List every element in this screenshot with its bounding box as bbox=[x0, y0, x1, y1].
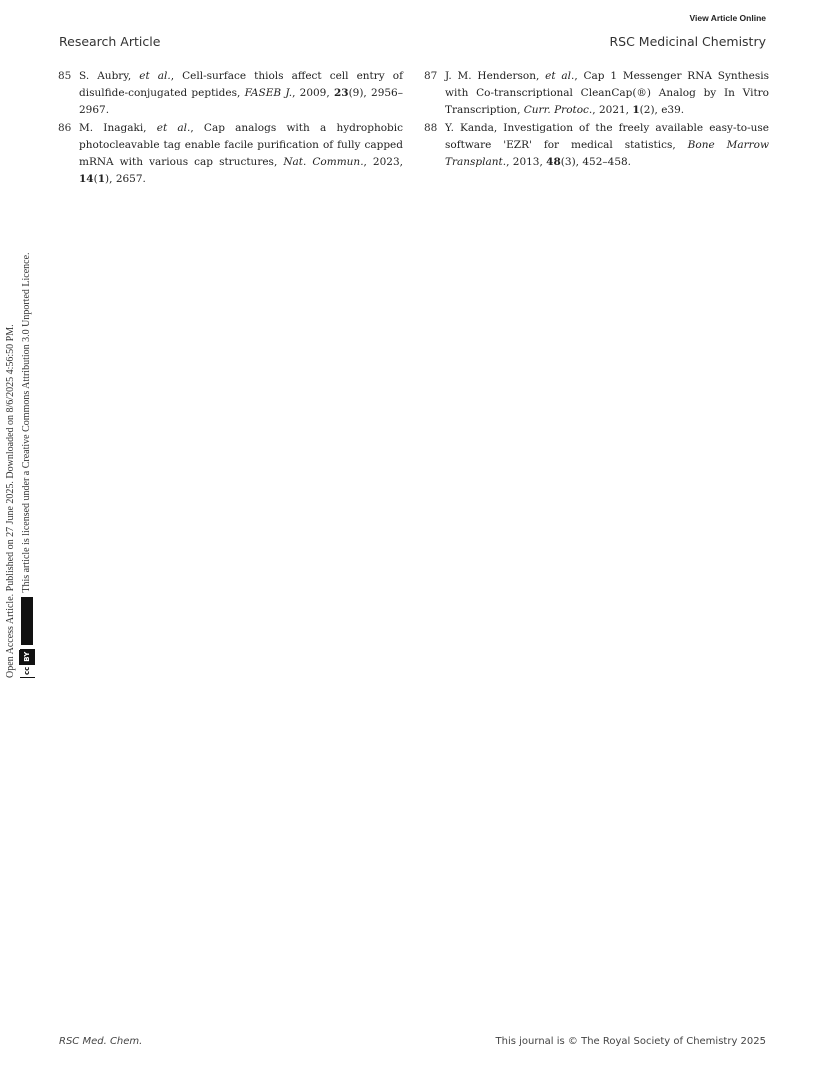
reference-number: 87 bbox=[424, 70, 438, 82]
reference-number: 85 bbox=[58, 70, 72, 82]
copyright-footer: This journal is © The Royal Society of Chemistry 2025 bbox=[495, 1036, 766, 1047]
view-article-online-link[interactable]: View Article Online bbox=[689, 13, 766, 23]
reference-text: Y. Kanda, Investigation of the freely available easy-to-use software 'EZR' for medical statistics, Bone Marrow Transplant., 2013, 48(3), 452–458. bbox=[445, 122, 769, 168]
licence-bar bbox=[21, 597, 33, 645]
journal-abbreviation-footer: RSC Med. Chem. bbox=[59, 1036, 143, 1047]
creative-commons-icon: cc BY bbox=[20, 649, 35, 678]
reference-item bbox=[58, 68, 403, 119]
journal-name-header: RSC Medicinal Chemistry bbox=[609, 34, 766, 49]
reference-item bbox=[424, 68, 769, 119]
publication-notice bbox=[3, 203, 19, 678]
licence-notice-text[interactable]: This article is licensed under a Creative Commons Attribution 3.0 Unported Licence. bbox=[21, 252, 32, 593]
reference-number: 88 bbox=[424, 122, 438, 134]
article-type-header: Research Article bbox=[59, 34, 161, 49]
reference-text: S. Aubry, et al., Cell-surface thiols affect cell entry of disulfide-conjugated peptides, FASEB J., 2009, 23(9), 2956–2967. bbox=[79, 70, 404, 116]
licence-notice[interactable] bbox=[19, 203, 35, 678]
reference-text: M. Inagaki, et al., Cap analogs with a hydrophobic photocleavable tag enable facile purification of fully capped mRNA with various cap structures, Nat. Commun., 2023, 14(1), 2657. bbox=[79, 122, 403, 185]
references-column-left bbox=[58, 68, 403, 189]
publication-notice-text: Open Access Article. Published on 27 June 2025. Downloaded on 8/6/2025 4:56:50 PM. bbox=[5, 324, 16, 678]
references-column-right bbox=[424, 68, 769, 172]
reference-number: 86 bbox=[58, 122, 72, 134]
reference-item bbox=[424, 120, 769, 171]
open-access-notice bbox=[3, 203, 37, 678]
reference-text: J. M. Henderson, et al., Cap 1 Messenger RNA Synthesis with Co-transcriptional CleanCap(®) Analog by In Vitro Transcription, Curr. Protoc., 2021, 1(2), e39. bbox=[445, 70, 770, 116]
reference-item bbox=[58, 120, 403, 188]
